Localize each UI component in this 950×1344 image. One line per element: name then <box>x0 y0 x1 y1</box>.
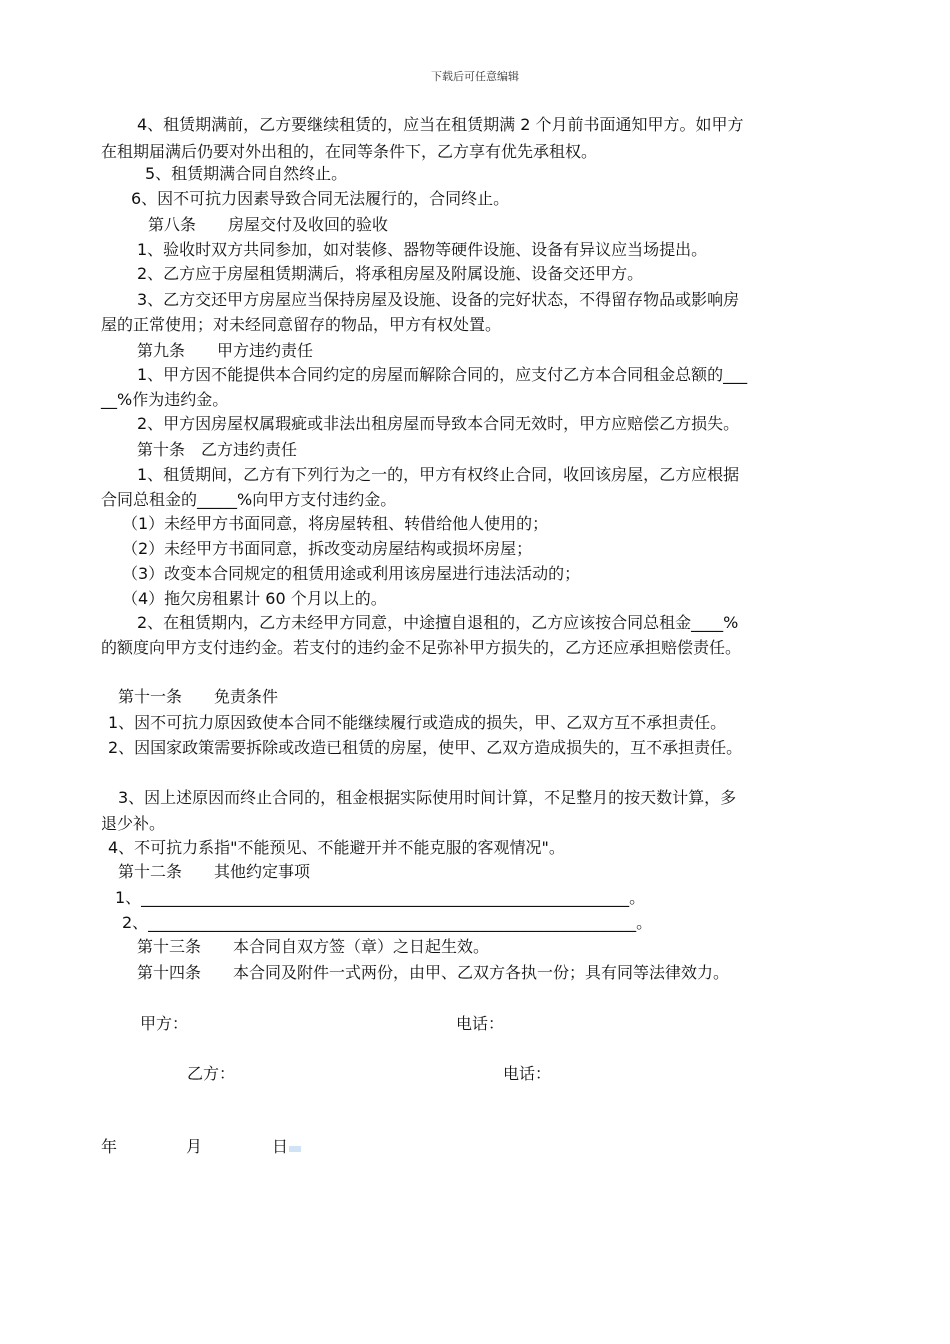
text-line: 退少补。 <box>101 814 166 833</box>
party-a-label: 甲方： <box>140 1014 189 1033</box>
text-line: 4、不可抗力系指"不能预见、不能避开并不能克服的客观情况"。 <box>108 838 565 857</box>
text-line: 2、在租赁期内，乙方未经甲方同意，中途擅自退租的，乙方应该按合同总租金____% <box>137 613 739 632</box>
text-line: 1、甲方因不能提供本合同约定的房屋而解除合同的，应支付乙方本合同租金总额的___ <box>137 365 748 384</box>
date-day-text: 日 <box>272 1137 289 1156</box>
text-line: 合同总租金的_____%向甲方支付违约金。 <box>101 490 397 509</box>
text-line: 6、因不可抗力因素导致合同无法履行的，合同终止。 <box>131 189 510 208</box>
section-heading: 第九条 甲方违约责任 <box>137 341 314 360</box>
text-line: 第十四条 本合同及附件一式两份，由甲、乙双方各执一份；具有同等法律效力。 <box>137 963 730 982</box>
text-line: 2、因国家政策需要拆除或改造已租赁的房屋，使甲、乙双方造成损失的，互不承担责任。 <box>108 738 743 757</box>
text-cursor-highlight <box>289 1146 301 1152</box>
blank-line-item: 2、_____________________________________________________________。 <box>122 913 653 932</box>
text-line: 1、验收时双方共同参加，如对装修、器物等硬件设施、设备有异议应当场提出。 <box>137 240 708 259</box>
text-line: 2、甲方因房屋权属瑕疵或非法出租房屋而导致本合同无效时，甲方应赔偿乙方损失。 <box>137 414 740 433</box>
party-a-phone-label: 电话： <box>456 1014 505 1033</box>
text-line: 1、因不可抗力原因致使本合同不能继续履行或造成的损失，甲、乙双方互不承担责任。 <box>108 713 727 732</box>
text-line: __%作为违约金。 <box>101 390 229 409</box>
list-item: （4）拖欠房租累计 60 个月以上的。 <box>122 589 387 608</box>
blank-line-item: 1、_____________________________________________________________。 <box>115 888 646 907</box>
text-line: 2、乙方应于房屋租赁期满后，将承租房屋及附属设施、设备交还甲方。 <box>137 264 644 283</box>
section-heading: 第八条 房屋交付及收回的验收 <box>148 215 389 234</box>
text-line: 5、租赁期满合同自然终止。 <box>145 164 348 183</box>
text-line: 的额度向甲方支付违约金。若支付的违约金不足弥补甲方损失的，乙方还应承担赔偿责任。 <box>101 638 742 657</box>
text-line: 3、因上述原因而终止合同的，租金根据实际使用时间计算，不足整月的按天数计算，多 <box>118 788 737 807</box>
list-item: （1）未经甲方书面同意，将房屋转租、转借给他人使用的； <box>122 514 549 533</box>
party-b-label: 乙方： <box>187 1064 236 1083</box>
text-line: 3、乙方交还甲方房屋应当保持房屋及设施、设备的完好状态，不得留存物品或影响房 <box>137 290 740 309</box>
list-item: （2）未经甲方书面同意，拆改变动房屋结构或损坏房屋； <box>122 539 533 558</box>
date-month-label: 月 <box>186 1137 203 1156</box>
date-year-label: 年 <box>101 1137 118 1156</box>
text-line: 4、租赁期满前，乙方要继续租赁的，应当在租赁期满 2 个月前书面通知甲方。如甲方 <box>137 115 744 134</box>
date-day-label <box>272 1136 301 1158</box>
text-line: 1、租赁期间，乙方有下列行为之一的，甲方有权终止合同，收回该房屋，乙方应根据 <box>137 465 740 484</box>
section-heading: 第十条 乙方违约责任 <box>137 440 298 459</box>
page-header: 下载后可任意编辑 <box>431 70 519 83</box>
text-line: 第十三条 本合同自双方签（章）之日起生效。 <box>137 937 490 956</box>
text-line: 屋的正常使用；对未经同意留存的物品，甲方有权处置。 <box>101 315 502 334</box>
text-line: 在租期届满后仍要对外出租的，在同等条件下，乙方享有优先承租权。 <box>101 142 598 161</box>
list-item: （3）改变本合同规定的租赁用途或利用该房屋进行违法活动的； <box>122 564 581 583</box>
section-heading: 第十一条 免责条件 <box>118 687 279 706</box>
party-b-phone-label: 电话： <box>503 1064 552 1083</box>
section-heading: 第十二条 其他约定事项 <box>118 862 311 881</box>
